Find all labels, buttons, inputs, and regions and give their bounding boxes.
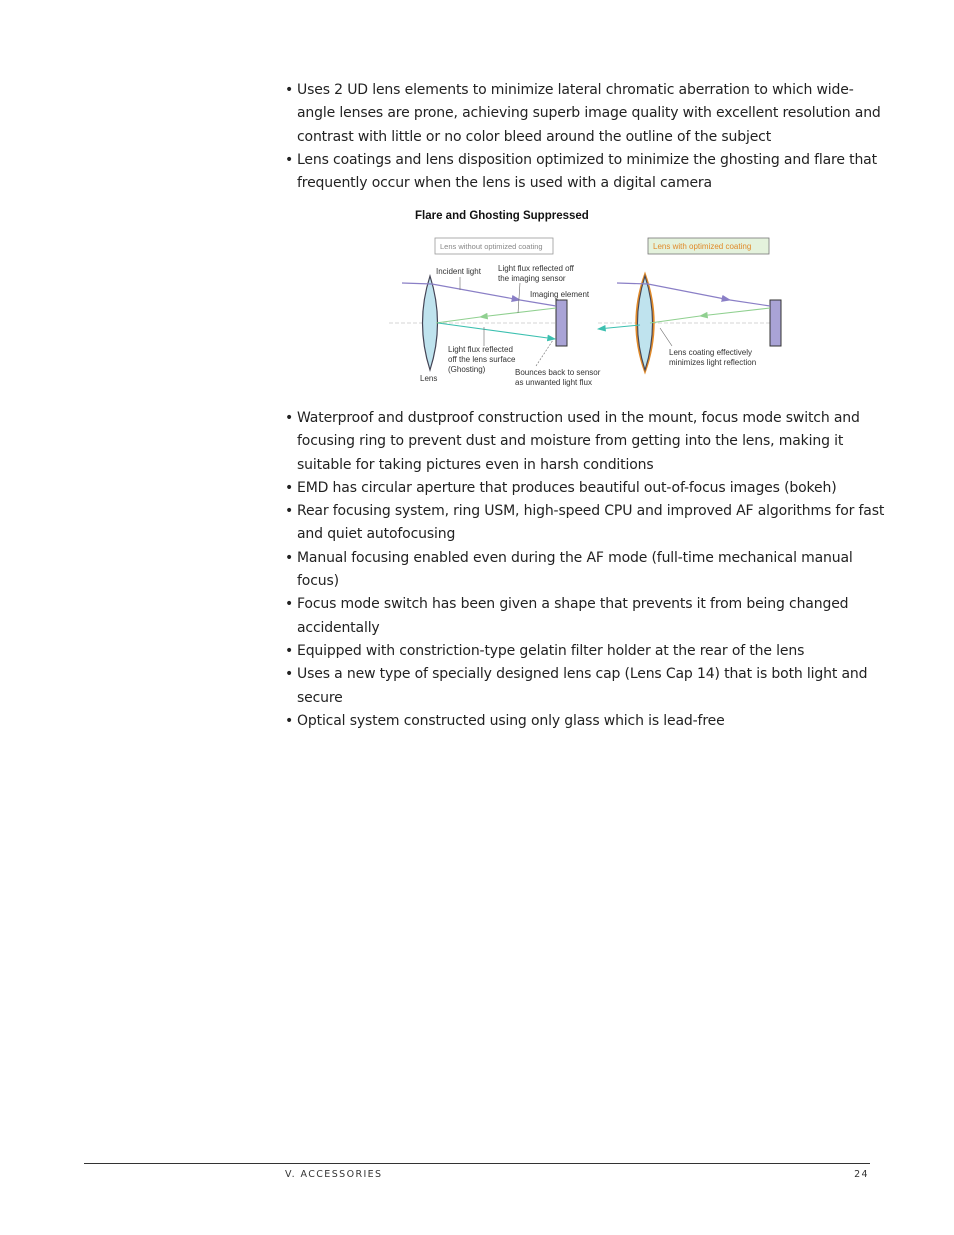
list-item: • Manual focusing enabled even during the AF mode (full-time mechanical manual focus) [285,547,885,594]
flux-lens-label-3: (Ghosting) [448,365,486,374]
lens-left [423,276,438,370]
imaging-element-label: Imaging element [530,290,590,299]
flux-sensor-label-1: Light flux reflected off [498,264,574,273]
bounces-label-1: Bounces back to sensor [515,368,601,377]
list-item: • EMD has circular aperture that produces beautiful out-of-focus images (bokeh) [285,477,885,500]
left-label-text: Lens without optimized coating [440,242,543,251]
bounces-label-2: as unwanted light flux [515,378,592,387]
sensor-left [556,300,567,346]
list-item: • Rear focusing system, ring USM, high-speed CPU and improved AF algorithms for fast and quiet autofocusing [285,500,885,547]
incident-light-label: Incident light [436,267,481,276]
list-item: • Optical system constructed using only glass which is lead-free [285,710,885,733]
flux-lens-label-1: Light flux reflected [448,345,513,354]
incident-ray-left [402,283,520,300]
residual-ray-right [598,325,640,329]
ghost-ray-left [438,323,555,339]
flux-lens-label-2: off the lens surface [448,355,516,364]
list-item: • Equipped with constriction-type gelatin filter holder at the rear of the lens [285,640,885,663]
footer-divider [84,1163,870,1164]
list-item: • Uses a new type of specially designed lens cap (Lens Cap 14) that is both light and secure [285,663,885,710]
incident-ray-right [617,283,730,300]
figure-title: Flare and Ghosting Suppressed [415,210,589,222]
list-item: • Focus mode switch has been given a shape that prevents it from being changed accidentally [285,593,885,640]
lens-label: Lens [420,374,438,383]
flare-diagram [385,205,785,395]
right-label-text: Lens with optimized coating [653,242,752,251]
coating-label-2: minimizes light reflection [669,358,757,367]
sensor-right [770,300,781,346]
list-item: • Waterproof and dustproof construction used in the mount, focus mode switch and focusing ring to prevent dust and moisture from getting into the lens, making it suitable for taking pictures even in harsh conditions [285,407,885,477]
bullet-list-top [285,79,885,195]
sensor-reflection-right [700,308,770,316]
flux-sensor-label-2: the imaging sensor [498,274,566,283]
list-item: • Uses 2 UD lens elements to minimize lateral chromatic aberration to which wide-angle lenses are prone, achieving superb image quality with excellent resolution and contrast with little or no color bleed around the outline of the subject [285,79,885,149]
footer-section: V. ACCESSORIES [285,1169,383,1180]
bullet-list-bottom [285,407,885,733]
coating-label-1: Lens coating effectively [669,348,753,357]
page-number: 24 [854,1169,869,1180]
list-item: • Lens coatings and lens disposition optimized to minimize the ghosting and flare that frequently occur when the lens is used with a digital camera [285,149,885,196]
